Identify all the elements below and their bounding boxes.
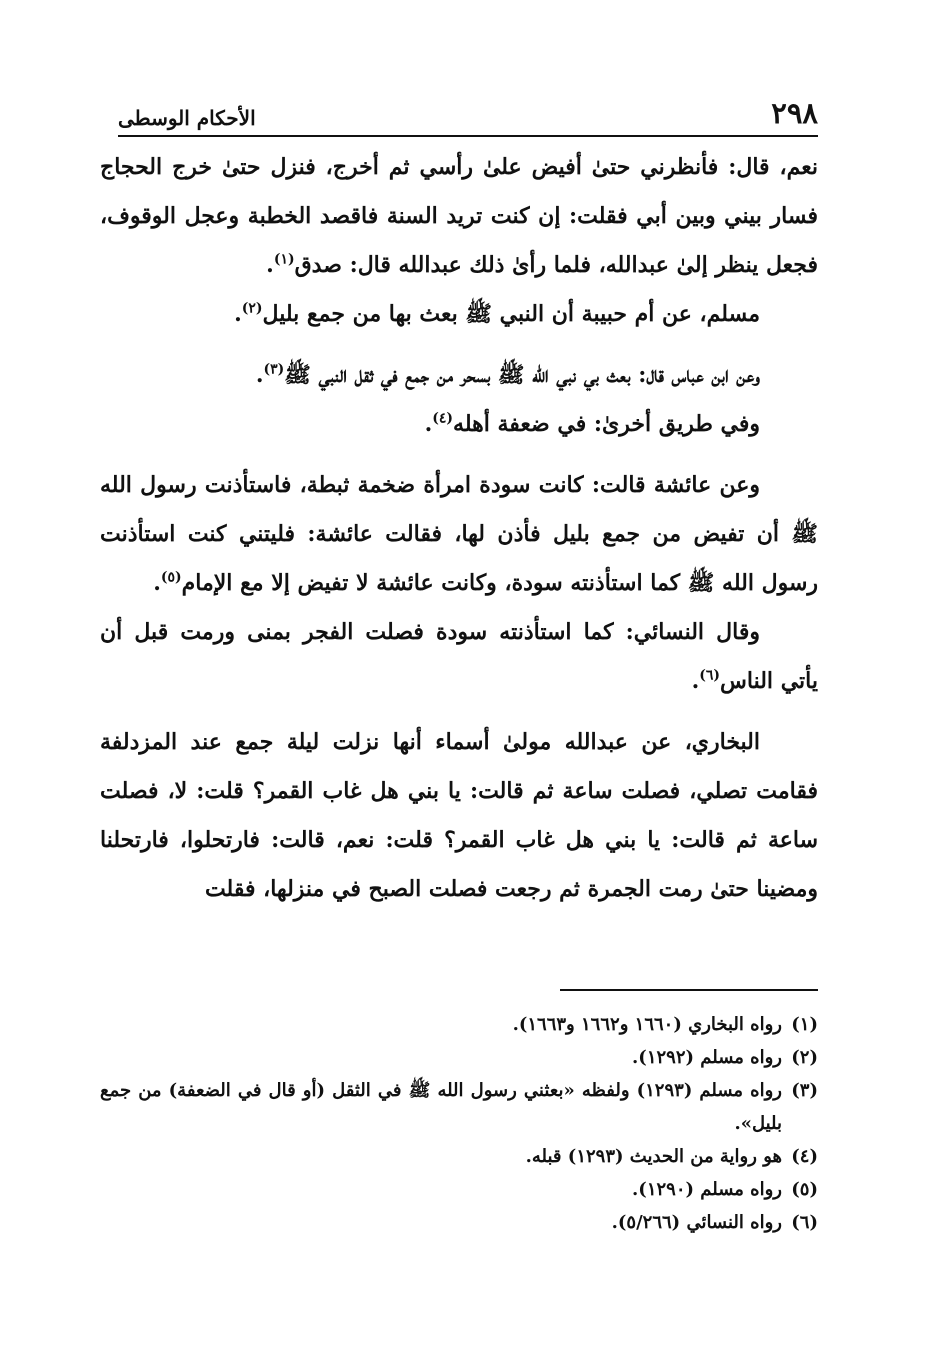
paragraph-text: وعن ابن عباس قال: بعث بي نبي الله ﷺ بسحر من جمع في ثقل النبي ﷺ: [284, 362, 760, 388]
page-number: ٢٩٨: [771, 96, 818, 130]
header-rule: [118, 135, 818, 137]
footnote-text: رواه النسائي (٥/٢٦٦).: [611, 1212, 782, 1233]
paragraph-end: .: [234, 301, 242, 327]
footnote-reference: (٣): [263, 361, 285, 378]
paragraph-text: وقال النسائي: كما استأذنته سودة فصلت الفجر بمنى ورمت قبل أن يأتي الناس: [100, 619, 818, 694]
page-header: [118, 96, 818, 130]
paragraph-end: .: [153, 570, 161, 596]
footnote-number: (٣): [791, 1080, 818, 1101]
paragraph-end: .: [424, 411, 433, 437]
footnote-number: (٦): [791, 1212, 818, 1233]
paragraph: [100, 461, 818, 608]
running-title: الأحكام الوسطى: [118, 106, 256, 130]
footnote: [100, 1173, 818, 1206]
footnote-number: (٤): [791, 1146, 818, 1167]
footnote-number: (٢): [791, 1047, 818, 1068]
footnote-reference: (٥): [160, 569, 182, 586]
footnote-text: رواه مسلم (١٢٩٣) ولفظه «بعثني رسول الله ﷺ في الثقل (أو قال في الضعفة) من جمع بليل».: [100, 1080, 782, 1134]
footnote-text: رواه مسلم (١٢٩٢).: [632, 1047, 782, 1068]
paragraph: [100, 290, 818, 339]
paragraph-text: نعم، قال: فأنظرني حتىٰ أفيض علىٰ رأسي ثم أخرج، فنزل حتىٰ خرج الحجاج فسار بيني وبين أبي فقلت: إن كنت تريد السنة فاقصد الخطبة وعجل الوقوف، فجعل ينظر إلىٰ عبدالله، فلما رأىٰ ذلك عبدالله قال: صدق: [100, 154, 818, 278]
footnote-number: (١): [791, 1014, 818, 1035]
footnote-separator: [560, 989, 818, 991]
footnote: [100, 1041, 818, 1074]
paragraph: [100, 608, 818, 706]
footnote-reference: (٢): [241, 300, 263, 317]
paragraph-end: .: [691, 668, 700, 694]
paragraph-text: البخاري، عن عبدالله مولىٰ أسماء أنها نزلت ليلة جمع عند المزدلفة فقامت تصلي، فصلت ساعة ثم قالت: يا بني هل غاب القمر؟ قلت: لا، فصلت ساعة ثم قالت: يا بني هل غاب القمر؟ قلت: نعم، قالت: فارتحلوا، فارتحلنا ومضينا حتىٰ رمت الجمرة ثم رجعت فصلت الصبح في منزلها، فقلت: [100, 729, 818, 902]
footnote: [100, 1206, 818, 1239]
paragraph-text: مسلم، عن أم حبيبة أن النبي ﷺ بعث بها من جمع بليل: [262, 301, 760, 327]
paragraph: [100, 143, 818, 290]
footnotes: [100, 1008, 818, 1239]
footnote-reference: (١): [273, 251, 295, 268]
footnote-number: (٥): [791, 1179, 818, 1200]
paragraph-end: .: [255, 362, 264, 388]
footnote-text: هو رواية من الحديث (١٢٩٣) قبله.: [525, 1146, 782, 1167]
footnote-reference: (٦): [699, 667, 721, 684]
paragraph-text: وفي طريق أخرىٰ: في ضعفة أهله: [453, 411, 760, 437]
paragraph: [100, 400, 818, 449]
footnote-text: رواه مسلم (١٢٩٠).: [632, 1179, 782, 1200]
footnote-reference: (٤): [432, 410, 454, 427]
paragraph: [100, 718, 818, 914]
paragraph-end: .: [266, 252, 274, 278]
main-text: [100, 143, 818, 914]
paragraph-text: وعن عائشة قالت: كانت سودة امرأة ضخمة ثبطة، فاستأذنت رسول الله ﷺ أن تفيض من جمع بليل فأذن لها، فقالت عائشة: فليتني كنت استأذنت رسول الله ﷺ كما استأذنته سودة، وكانت عائشة لا تفيض إلا مع الإمام: [100, 472, 818, 596]
footnote-text: رواه البخاري (١٦٦٠ و١٦٦٢ و١٦٦٣).: [512, 1014, 782, 1035]
footnote: [100, 1074, 818, 1140]
footnote: [100, 1008, 818, 1041]
footnote: [100, 1140, 818, 1173]
paragraph: [100, 351, 818, 400]
